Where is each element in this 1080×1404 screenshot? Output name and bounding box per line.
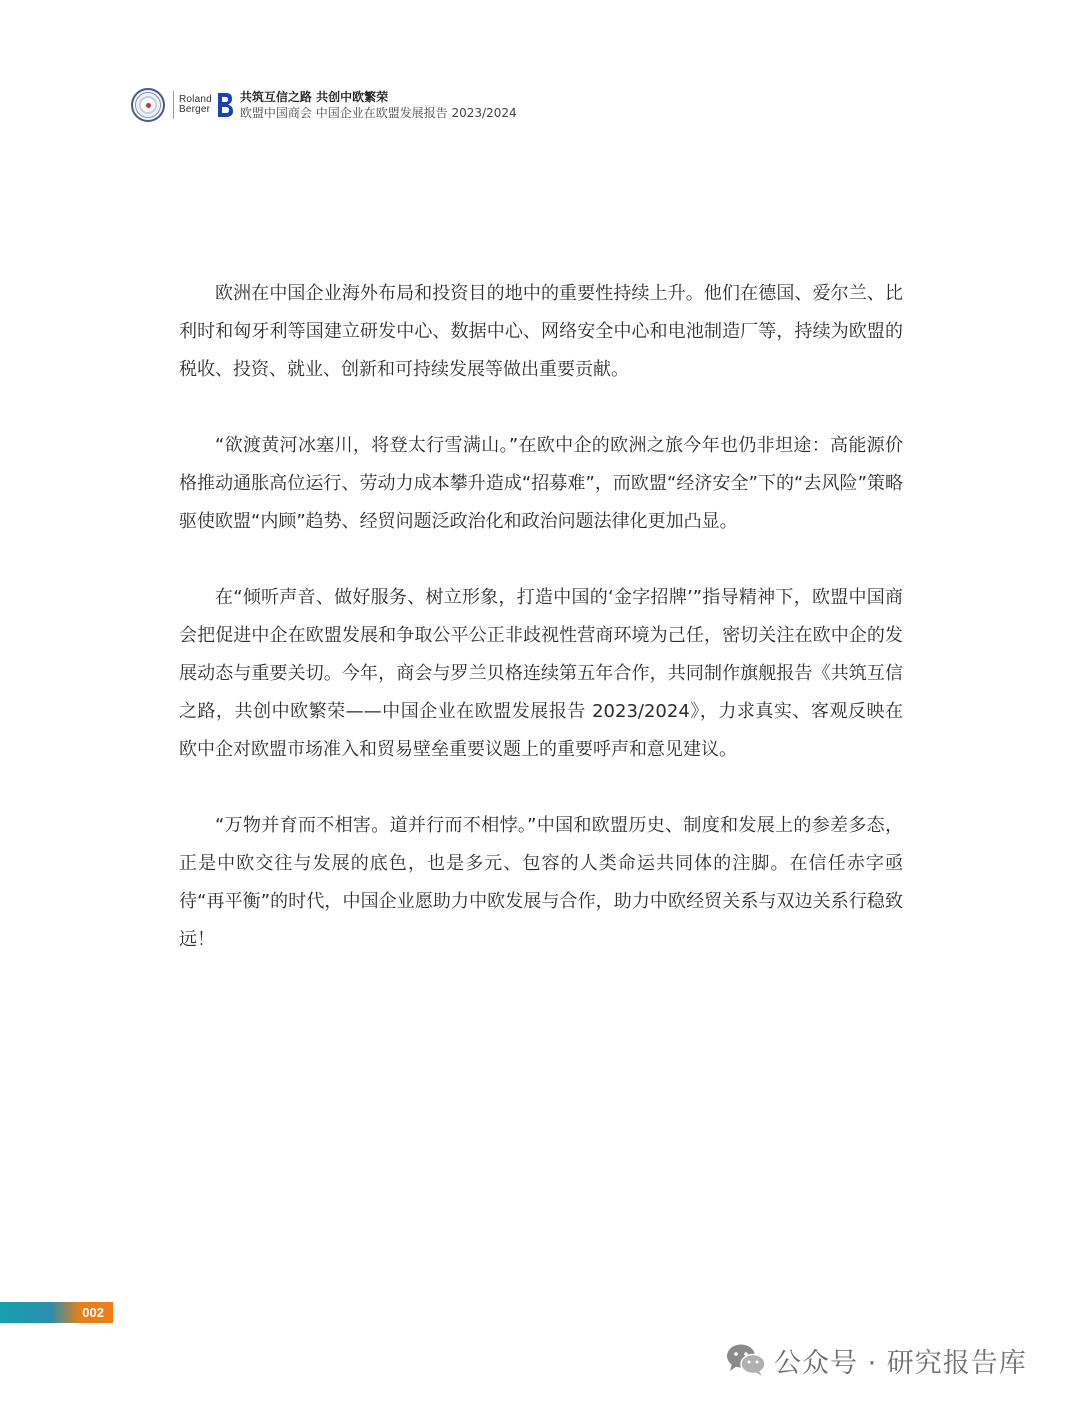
roland-berger-wordmark-line1: Roland xyxy=(179,94,212,105)
chamber-seal-logo xyxy=(131,88,165,122)
roland-berger-wordmark xyxy=(179,95,212,115)
seal-center-mark xyxy=(146,103,151,108)
paragraph-2: “欲渡黄河冰塞川，将登太行雪满山。”在欧中企的欧洲之旅今年也仍非坦途：高能源价格推动通胀高位运行、劳动力成本攀升造成“招募难”，而欧盟“经济安全”下的“去风险”策略驱使欧盟“内顾”趋势、经贸问题泛政治化和政治问题法律化更加凸显。 xyxy=(179,435,903,532)
paragraph-1: 欧洲在中国企业海外布局和投资目的地中的重要性持续上升。他们在德国、爱尔兰、比利时和匈牙利等国建立研发中心、数据中心、网络安全中心和电池制造厂等，持续为欧盟的税收、投资、就业、创新和可持续发展等做出重要贡献。 xyxy=(179,283,903,380)
page-number-bar xyxy=(0,1302,113,1323)
header-title: 共筑互信之路 共创中欧繁荣 xyxy=(239,90,389,104)
watermark-text: 公众号 · 研究报告库 xyxy=(774,1347,1027,1379)
watermark xyxy=(726,1340,1027,1380)
page-header xyxy=(131,87,517,123)
header-subtitle: 欧盟中国商会 中国企业在欧盟发展报告 2023/2024 xyxy=(239,106,517,120)
body-text xyxy=(179,275,903,997)
paragraph-4: “万物并育而不相害。道并行而不相悖。”中国和欧盟历史、制度和发展上的参差多态，正是中欧交往与发展的底色，也是多元、包容的人类命运共同体的注脚。在信任赤字亟待“再平衡”的时代，中国企业愿助力中欧发展与合作，助力中欧经贸关系与双边关系行稳致远！ xyxy=(179,815,903,950)
roland-berger-b-icon xyxy=(216,92,234,118)
roland-berger-wordmark-line2: Berger xyxy=(179,104,211,115)
logo-divider xyxy=(173,91,174,119)
header-text-block xyxy=(240,89,517,121)
page-number: 002 xyxy=(82,1305,104,1320)
paragraph-3: 在“倾听声音、做好服务、树立形象，打造中国的‘金字招牌’”指导精神下，欧盟中国商会把促进中企在欧盟发展和争取公平公正非歧视性营商环境为己任，密切关注在欧中企的发展动态与重要关切。今年，商会与罗兰贝格连续第五年合作，共同制作旗舰报告《共筑互信之路，共创中欧繁荣——中国企业在欧盟发展报告 2023/2024》，力求真实、客观反映在欧中企对欧盟市场准入和贸易壁垒重要议题上的重要呼声和意见建议。 xyxy=(179,587,903,760)
wechat-icon xyxy=(726,1343,766,1377)
